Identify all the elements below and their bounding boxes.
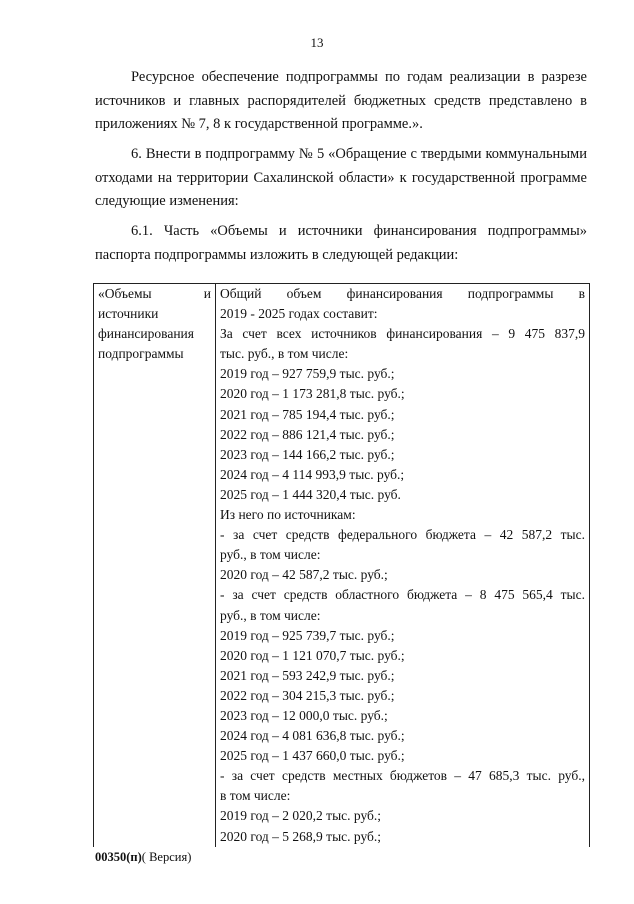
cell-line: руб., в том числе: — [220, 547, 321, 563]
cell-line: Из него по источникам: — [220, 507, 356, 523]
cell-line: 2025 год – 1 444 320,4 тыс. руб. — [220, 486, 401, 502]
paragraph-line: 6.1. Часть «Объемы и источники финансирования подпрограммы» — [131, 223, 587, 239]
cell-line: 2019 год – 2 020,2 тыс. руб.; — [220, 808, 382, 824]
cell-line: финансирования — [98, 326, 194, 342]
cell-line: Общий объем финансирования подпрограммы в — [220, 286, 585, 301]
cell-line: 2020 год – 1 173 281,8 тыс. руб.; — [220, 386, 405, 402]
cell-line: 2024 год – 4 114 993,9 тыс. руб.; — [220, 466, 405, 482]
paragraph-line: Ресурсное обеспечение подпрограммы по годам реализации в разрезе — [131, 69, 587, 85]
cell-line: 2021 год – 593 242,9 тыс. руб.; — [220, 667, 395, 683]
cell-line: источники — [98, 306, 159, 322]
document-version: ( Версия) — [141, 850, 192, 864]
cell-line: 2020 год – 1 121 070,7 тыс. руб.; — [220, 647, 405, 663]
cell-line: 2023 год – 12 000,0 тыс. руб.; — [220, 707, 388, 723]
table-cell-content — [216, 284, 590, 847]
cell-line: 2025 год – 1 437 660,0 тыс. руб.; — [220, 748, 405, 764]
table-cell-label — [94, 284, 216, 847]
cell-line: «Объемы и — [98, 286, 211, 301]
document-footer — [95, 850, 191, 865]
cell-line: - за счет средств областного бюджета – 8 475 565,4 тыс. — [220, 587, 585, 603]
cell-line: в том числе: — [220, 788, 291, 804]
cell-line: руб., в том числе: — [220, 607, 321, 623]
cell-line: 2019 год – 925 739,7 тыс. руб.; — [220, 627, 395, 643]
paragraph-line: 6. Внести в подпрограмму № 5 «Обращение с твердыми коммунальными — [131, 146, 587, 162]
financing-table — [93, 283, 590, 847]
paragraph-item-6 — [95, 143, 587, 214]
paragraph-resource-provision — [95, 66, 587, 137]
cell-line: За счет всех источников финансирования – 9 475 837,9 — [220, 326, 585, 342]
paragraph-item-6-1 — [95, 220, 587, 267]
paragraph-line: отходами на территории Сахалинской области» к государственной программе — [95, 169, 587, 186]
cell-line: 2020 год – 5 268,9 тыс. руб.; — [220, 828, 382, 844]
cell-line: 2024 год – 4 081 636,8 тыс. руб.; — [220, 728, 405, 744]
paragraph-line: следующие изменения: — [95, 193, 239, 209]
cell-line: - за счет средств федерального бюджета – 42 587,2 тыс. — [220, 527, 585, 543]
cell-line: 2022 год – 304 215,3 тыс. руб.; — [220, 687, 395, 703]
cell-line: тыс. руб., в том числе: — [220, 346, 349, 362]
cell-line: 2023 год – 144 166,2 тыс. руб.; — [220, 446, 395, 462]
cell-line: 2022 год – 886 121,4 тыс. руб.; — [220, 426, 395, 442]
table-row — [94, 284, 590, 847]
cell-line: 2019 год – 927 759,9 тыс. руб.; — [220, 366, 395, 382]
cell-line: 2021 год – 785 194,4 тыс. руб.; — [220, 406, 395, 422]
cell-line: 2020 год – 42 587,2 тыс. руб.; — [220, 567, 388, 583]
cell-line: подпрограммы — [98, 346, 184, 362]
document-code: 00350(п) — [95, 850, 142, 864]
paragraph-line: источников и главных распорядителей бюджетных средств представлено в — [95, 92, 587, 109]
page-number: 13 — [310, 35, 324, 50]
cell-line: - за счет средств местных бюджетов – 47 685,3 тыс. руб., — [220, 768, 585, 784]
paragraph-line: паспорта подпрограммы изложить в следующей редакции: — [95, 246, 459, 263]
paragraph-line: приложениях № 7, 8 к государственной программе.». — [95, 116, 423, 132]
cell-line: 2019 - 2025 годах составит: — [220, 306, 378, 322]
